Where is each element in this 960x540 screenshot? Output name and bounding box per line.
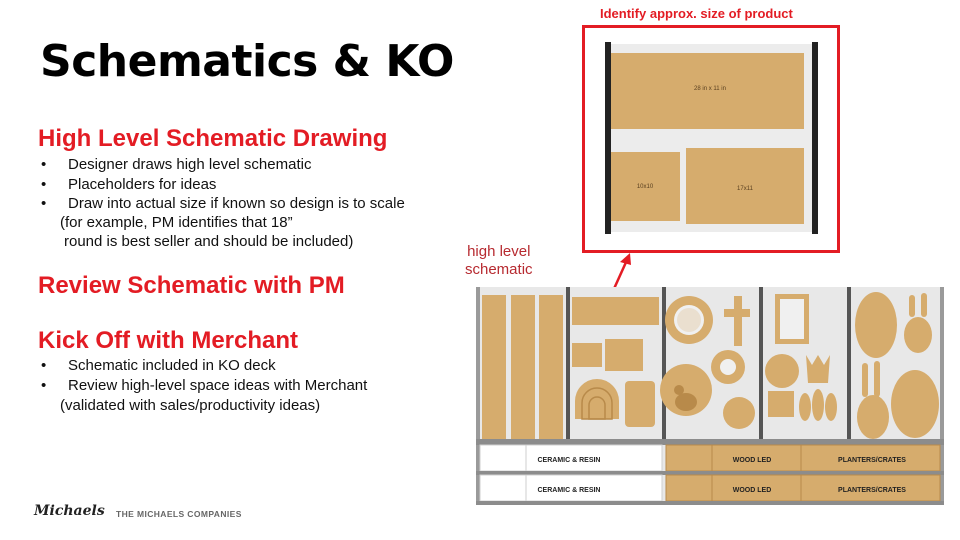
- size-label-small: 10x10: [636, 184, 654, 190]
- shelf-label-ceramic-resin: CERAMIC & RESIN: [537, 457, 601, 464]
- pegboard-upright-left: [605, 42, 611, 234]
- bullet-continuation: (for example, PM identifies that 18”: [60, 214, 293, 231]
- bullet-item: • Review high-level space ideas with Merchant: [38, 376, 367, 396]
- michaels-logo: Michaels: [34, 503, 105, 519]
- high-level-schematic: [476, 287, 944, 507]
- bullet-item: • Schematic included in KO deck: [38, 356, 367, 376]
- callout-label: Identify approx. size of product: [600, 6, 793, 21]
- section-heading-kickoff: Kick Off with Merchant: [38, 327, 299, 354]
- bullet-item: • Designer draws high level schematic: [38, 155, 405, 175]
- schematic-bullet-list: [38, 155, 405, 214]
- size-callout-drawing: [585, 28, 837, 250]
- slide-title: Schematics & KO: [40, 36, 454, 87]
- section-heading-review: Review Schematic with PM: [38, 272, 345, 299]
- pegboard-upright-right: [812, 42, 818, 234]
- shelf-label-wood-led: WOOD LED: [732, 457, 772, 464]
- shelf-label-ceramic-resin: CERAMIC & RESIN: [537, 487, 601, 494]
- size-callout-box: [582, 25, 840, 253]
- shelf-label-planters-crates: PLANTERS/CRATES: [838, 457, 906, 464]
- bullet-item: • Placeholders for ideas: [38, 175, 405, 195]
- shelf-label-wood-led: WOOD LED: [732, 487, 772, 494]
- bullet-continuation: round is best seller and should be included): [64, 233, 354, 250]
- kickoff-bullet-list: [38, 356, 367, 395]
- company-name: THE MICHAELS COMPANIES: [116, 509, 242, 519]
- schematic-label: [465, 243, 533, 279]
- schematic-label-line1: high level: [467, 243, 531, 260]
- schematic-label-line2: schematic: [465, 261, 533, 278]
- bullet-continuation: (validated with sales/productivity ideas): [60, 397, 321, 414]
- size-label-medium: 17x11: [737, 186, 753, 192]
- size-label-large: 28 in x 11 in: [694, 86, 726, 92]
- bullet-item: • Draw into actual size if known so design is to scale: [38, 194, 405, 214]
- section-heading-schematic: High Level Schematic Drawing: [38, 125, 388, 152]
- shelf-label-planters-crates: PLANTERS/CRATES: [838, 487, 906, 494]
